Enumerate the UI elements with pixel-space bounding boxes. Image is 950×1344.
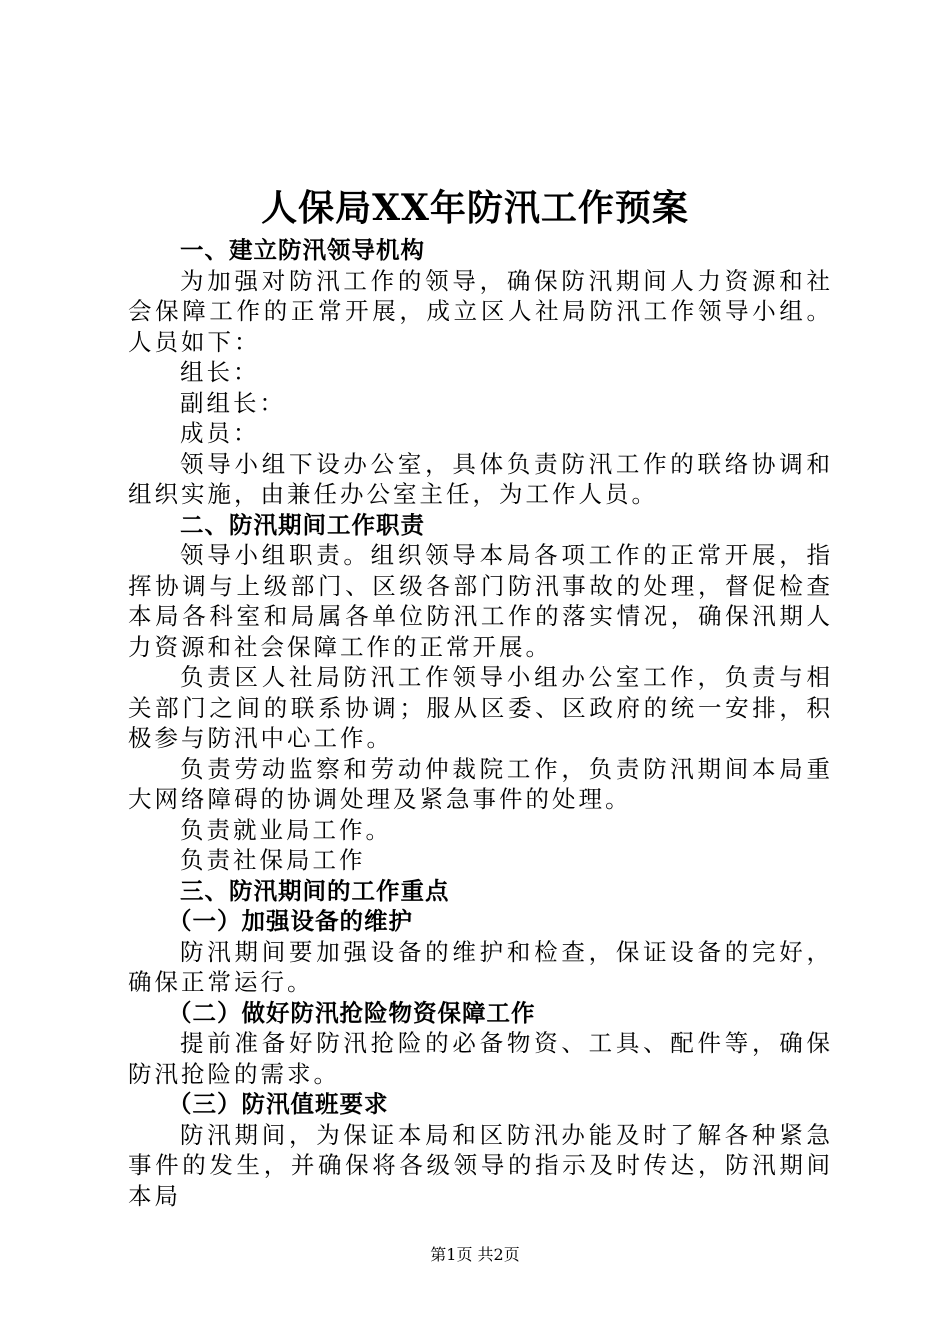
subsection-1-text: 防汛期间要加强设备的维护和检查，保证设备的完好，确保正常运行。 [128,937,833,996]
leader-line: 组长： [180,358,260,386]
section-2-paragraph-1: 领导小组职责。组织领导本局各项工作的正常开展，指挥协调与上级部门、区级各部门防汛事故的处理，督促检查本局各科室和局属各单位防汛工作的落实情况，确保汛期人力资源和社会保障工作的正常开展。 [128,541,833,661]
page-number-footer: 第1页 共2页 [430,1245,520,1264]
document-body [128,235,833,1211]
subsection-2-text: 提前准备好防汛抢险的必备物资、工具、配件等，确保防汛抢险的需求。 [128,1029,833,1088]
section-1-paragraph-1: 为加强对防汛工作的领导，确保防汛期间人力资源和社会保障工作的正常开展，成立区人社局防汛工作领导小组。人员如下： [128,266,833,356]
section-2-paragraph-2: 负责区人社局防汛工作领导小组办公室工作，负责与相关部门之间的联系协调；服从区委、区政府的统一安排，积极参与防汛中心工作。 [128,663,833,752]
section-2-paragraph-5: 负责社保局工作 [180,846,366,874]
members-line: 成员： [180,419,260,447]
section-3-heading: 三、防汛期间的工作重点 [180,876,450,905]
subsection-3-text: 防汛期间，为保证本局和区防汛办能及时了解各种紧急事件的发生，并确保将各级领导的指示及时传达，防汛期间本局 [128,1120,833,1210]
subsection-3-heading: （三）防汛值班要求 [168,1090,389,1118]
section-2-paragraph-3: 负责劳动监察和劳动仲裁院工作，负责防汛期间本局重大网络障碍的协调处理及紧急事件的处理。 [128,754,833,813]
deputy-leader-line: 副组长： [180,388,286,417]
section-2-heading: 二、防汛期间工作职责 [180,510,425,539]
section-1-paragraph-2: 领导小组下设办公室，具体负责防汛工作的联络协调和组织实施，由兼任办公室主任，为工作人员。 [128,449,833,508]
subsection-2-heading: （二）做好防汛抢险物资保障工作 [168,998,536,1027]
section-1-heading: 一、建立防汛领导机构 [180,236,425,264]
section-2-paragraph-4: 负责就业局工作。 [180,815,392,844]
document-title: 人保局XX年防汛工作预案 [261,187,689,229]
subsection-1-heading: （一）加强设备的维护 [168,907,413,935]
